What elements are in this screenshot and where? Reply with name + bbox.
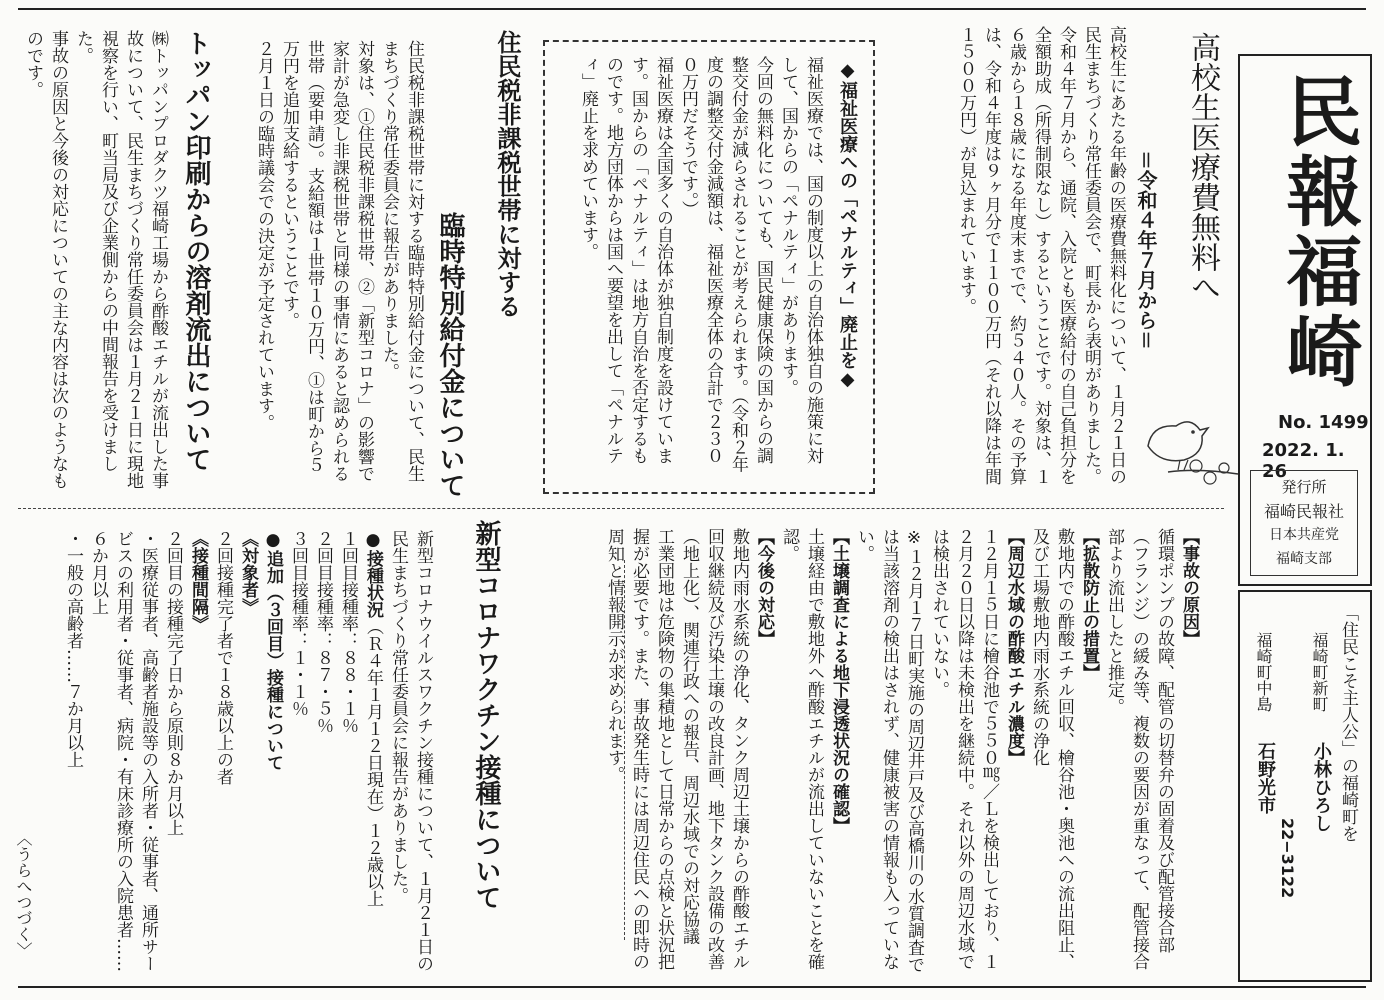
comment-separator [624, 560, 625, 940]
interval-text: ２回目の接種完了日から原則８か月以上 [163, 530, 183, 836]
phone-number: 22−3122 [1278, 818, 1297, 899]
spread-text: 敷地内での酢酸エチル回収、檜谷池・奥池への流出阻止、及び工場敷地内雨水系統の浄化 [1029, 528, 1074, 970]
rate-dose1: １回目接種率：８８・１％ [338, 530, 358, 734]
future-heading: 【今後の対応】 [754, 528, 774, 647]
vaccine-intro: 新型コロナウイルスワクチン接種について、１月２１日の民生まちづくり常任委員会に報告がありました。 [388, 530, 433, 972]
rate-dose3: ３回目接種率：１・１％ [288, 530, 308, 717]
booster-heading: ●追加（３回目）接種について [263, 530, 283, 771]
target-text: ２回接種完了者で１８歳以上の者 [213, 530, 233, 785]
article3-body: ㈱トッパンプロダクツ福崎工場から酢酸エチルが流出した事故について、民生まちづくり常任委員会は１月２１日に現地視察を行い、町当局及び企業側からの中間報告を受けました。 事故の原因と今後の対応についての主な内容は次のようなものです。 [23, 30, 168, 489]
bottom-rule [18, 986, 1366, 988]
penalty-box-title: ◆福祉医療への「ペナルティ」廃止を◆ [837, 60, 858, 390]
interval-item1: ・医療従事者、高齢者施設等の入所者・従事者、通所サービスの利用者・従事者、病院・有床診療所の入院患者……６か月以上 [88, 530, 158, 972]
comment-text: 工業団地は危険物の集積地として日常からの点検と状況把握が必要です。また、事故発生時には周辺住民への即時の周知と情報開示が求められます。 [604, 528, 674, 970]
rate-dose2: ２回目接種率：８７・５％ [313, 530, 333, 734]
interval-heading: 《接種間隔》 [188, 530, 208, 632]
status-date: （Ｒ４年１月１２日現在）１２歳以上 [363, 618, 383, 907]
party-name: 日本共産党 [1269, 527, 1339, 543]
publisher-box [1250, 470, 1358, 576]
publisher-label: 発行所 [1281, 478, 1327, 496]
target-heading: 《対象者》 [238, 530, 258, 615]
masthead [1238, 54, 1372, 586]
article3-continuation [536, 528, 1226, 978]
branch-name: 福崎支部 [1276, 551, 1332, 567]
bird-illustration [1138, 410, 1248, 490]
contact-box [1238, 590, 1372, 982]
continued-note: 〈うらへつづく〉 [14, 830, 33, 958]
article4-title: 新型コロナワクチン接種について [471, 520, 501, 910]
publisher-name: 福崎民報社 [1263, 502, 1344, 521]
article3-title: トッパン印刷からの溶剤流出について [181, 30, 211, 472]
soil-text: 土壌経由で敷地外へ酢酸エチルが流出していないことを確認。 [779, 528, 824, 970]
water-text: １２月１５日に檜谷池で５５０㎎／Ｌを検出しており、１２月２０日以降は未検出を継続中。それ以外の周辺水域では検出されていない。 ※１２月１７日町実施の周辺井戸及び高橋川の水質調査では当該溶剤の検出はされず、健康被害の情報も入っていない。 [854, 528, 999, 973]
issue-date: 2022. 1. 26 [1262, 440, 1345, 482]
article4-body [8, 530, 460, 978]
status-heading: ●接種状況 [363, 530, 383, 618]
article1-subtitle: ＝令和４年７月から＝ [1134, 150, 1158, 350]
soil-heading: 【土壌調査による地下浸透状況の確認】 [829, 528, 849, 834]
water-heading: 【周辺水域の酢酸エチル濃度】 [1004, 528, 1024, 766]
interval-item2: ・一般の高齢者……７か月以上 [63, 530, 83, 768]
article1-body: 高校生にあたる年齢の医療費無料化について、１月２１日の民生まちづくり常任委員会で、町長から表明がありました。 令和４年７月から、通院、入院とも医療給付の自己負担分を全額助成（所得制限なし）するということです。対象は、１６歳から１８歳になる年度末までで、約５４０人。その予算は、令和４年度は９ヶ月分で１１００万円（それ以降は年間１５００万円）が見込まれています。 [956, 26, 1126, 485]
article2-title-line1: 住民税非課税世帯に対する [493, 30, 521, 318]
top-rule [18, 8, 1366, 10]
person2-name: 石野光市 [1255, 742, 1276, 814]
middle-rule [18, 508, 1224, 509]
cause-heading: 【事故の原因】 [1179, 528, 1199, 647]
article2-body: 住民税非課税世帯に対する臨時特別給付金について、民生まちづくり常任委員会に報告がありました。 対象は、①住民税非課税世帯、②「新型コロナ」の影響で家計が急変し非課税世帯と同様の事情にあると認められる世帯（要申請）。支給額は１世帯１０万円、①は町から５万円を追加支給するということです。 ２月１日の臨時議会での決定が予定されています。 [254, 40, 424, 482]
future-text: 敷地内雨水系統の浄化、タンク周辺土壌からの酢酸エチル回収継続及び汚染土壌の改良計画、地下タンク設備の改善（地上化）、関連行政への報告、周辺水域での対応協議 [679, 528, 749, 970]
masthead-title: 民報福崎 [1274, 72, 1363, 392]
spread-heading: 【拡散防止の措置】 [1079, 528, 1099, 681]
contact-slogan: 「住民こそ主人公」の福崎町を [1338, 604, 1358, 842]
article2-title-line2: 臨時特別給付金について [435, 212, 465, 498]
person1-name: 小林ひろし [1311, 742, 1332, 832]
person2-address: 福崎町中島 [1254, 632, 1273, 712]
cause-text: 循環ポンプの故障、配管の切替弁の固着及び配管接合部（フランジ）の緩み等、複数の要因が重なって、配管接合部より流出したと推定。 [1104, 528, 1174, 970]
article1-title: 高校生医療費無料へ [1185, 32, 1220, 302]
penalty-box-body: 福祉医療では、国の制度以上の自治体独自の施策に対して、国からの「ペナルティ」があります。 今回の無料化についても、国民健康保険の国からの調整交付金が減らされることが考えられます。（令和２年度の調整交付金減額は、福祉医療全体の合計で２３００万円だそうです。） 福祉医療は全国多くの自治体が独自制度を設けています。国からの「ペナルティ」は地方自治を否定するものです。地方団体からは国へ要望を出して「ペナルティ」廃止を求めています。 [578, 56, 823, 473]
issue-number: No. 1499 [1278, 412, 1369, 433]
person1-address: 福崎町新町 [1310, 632, 1329, 712]
